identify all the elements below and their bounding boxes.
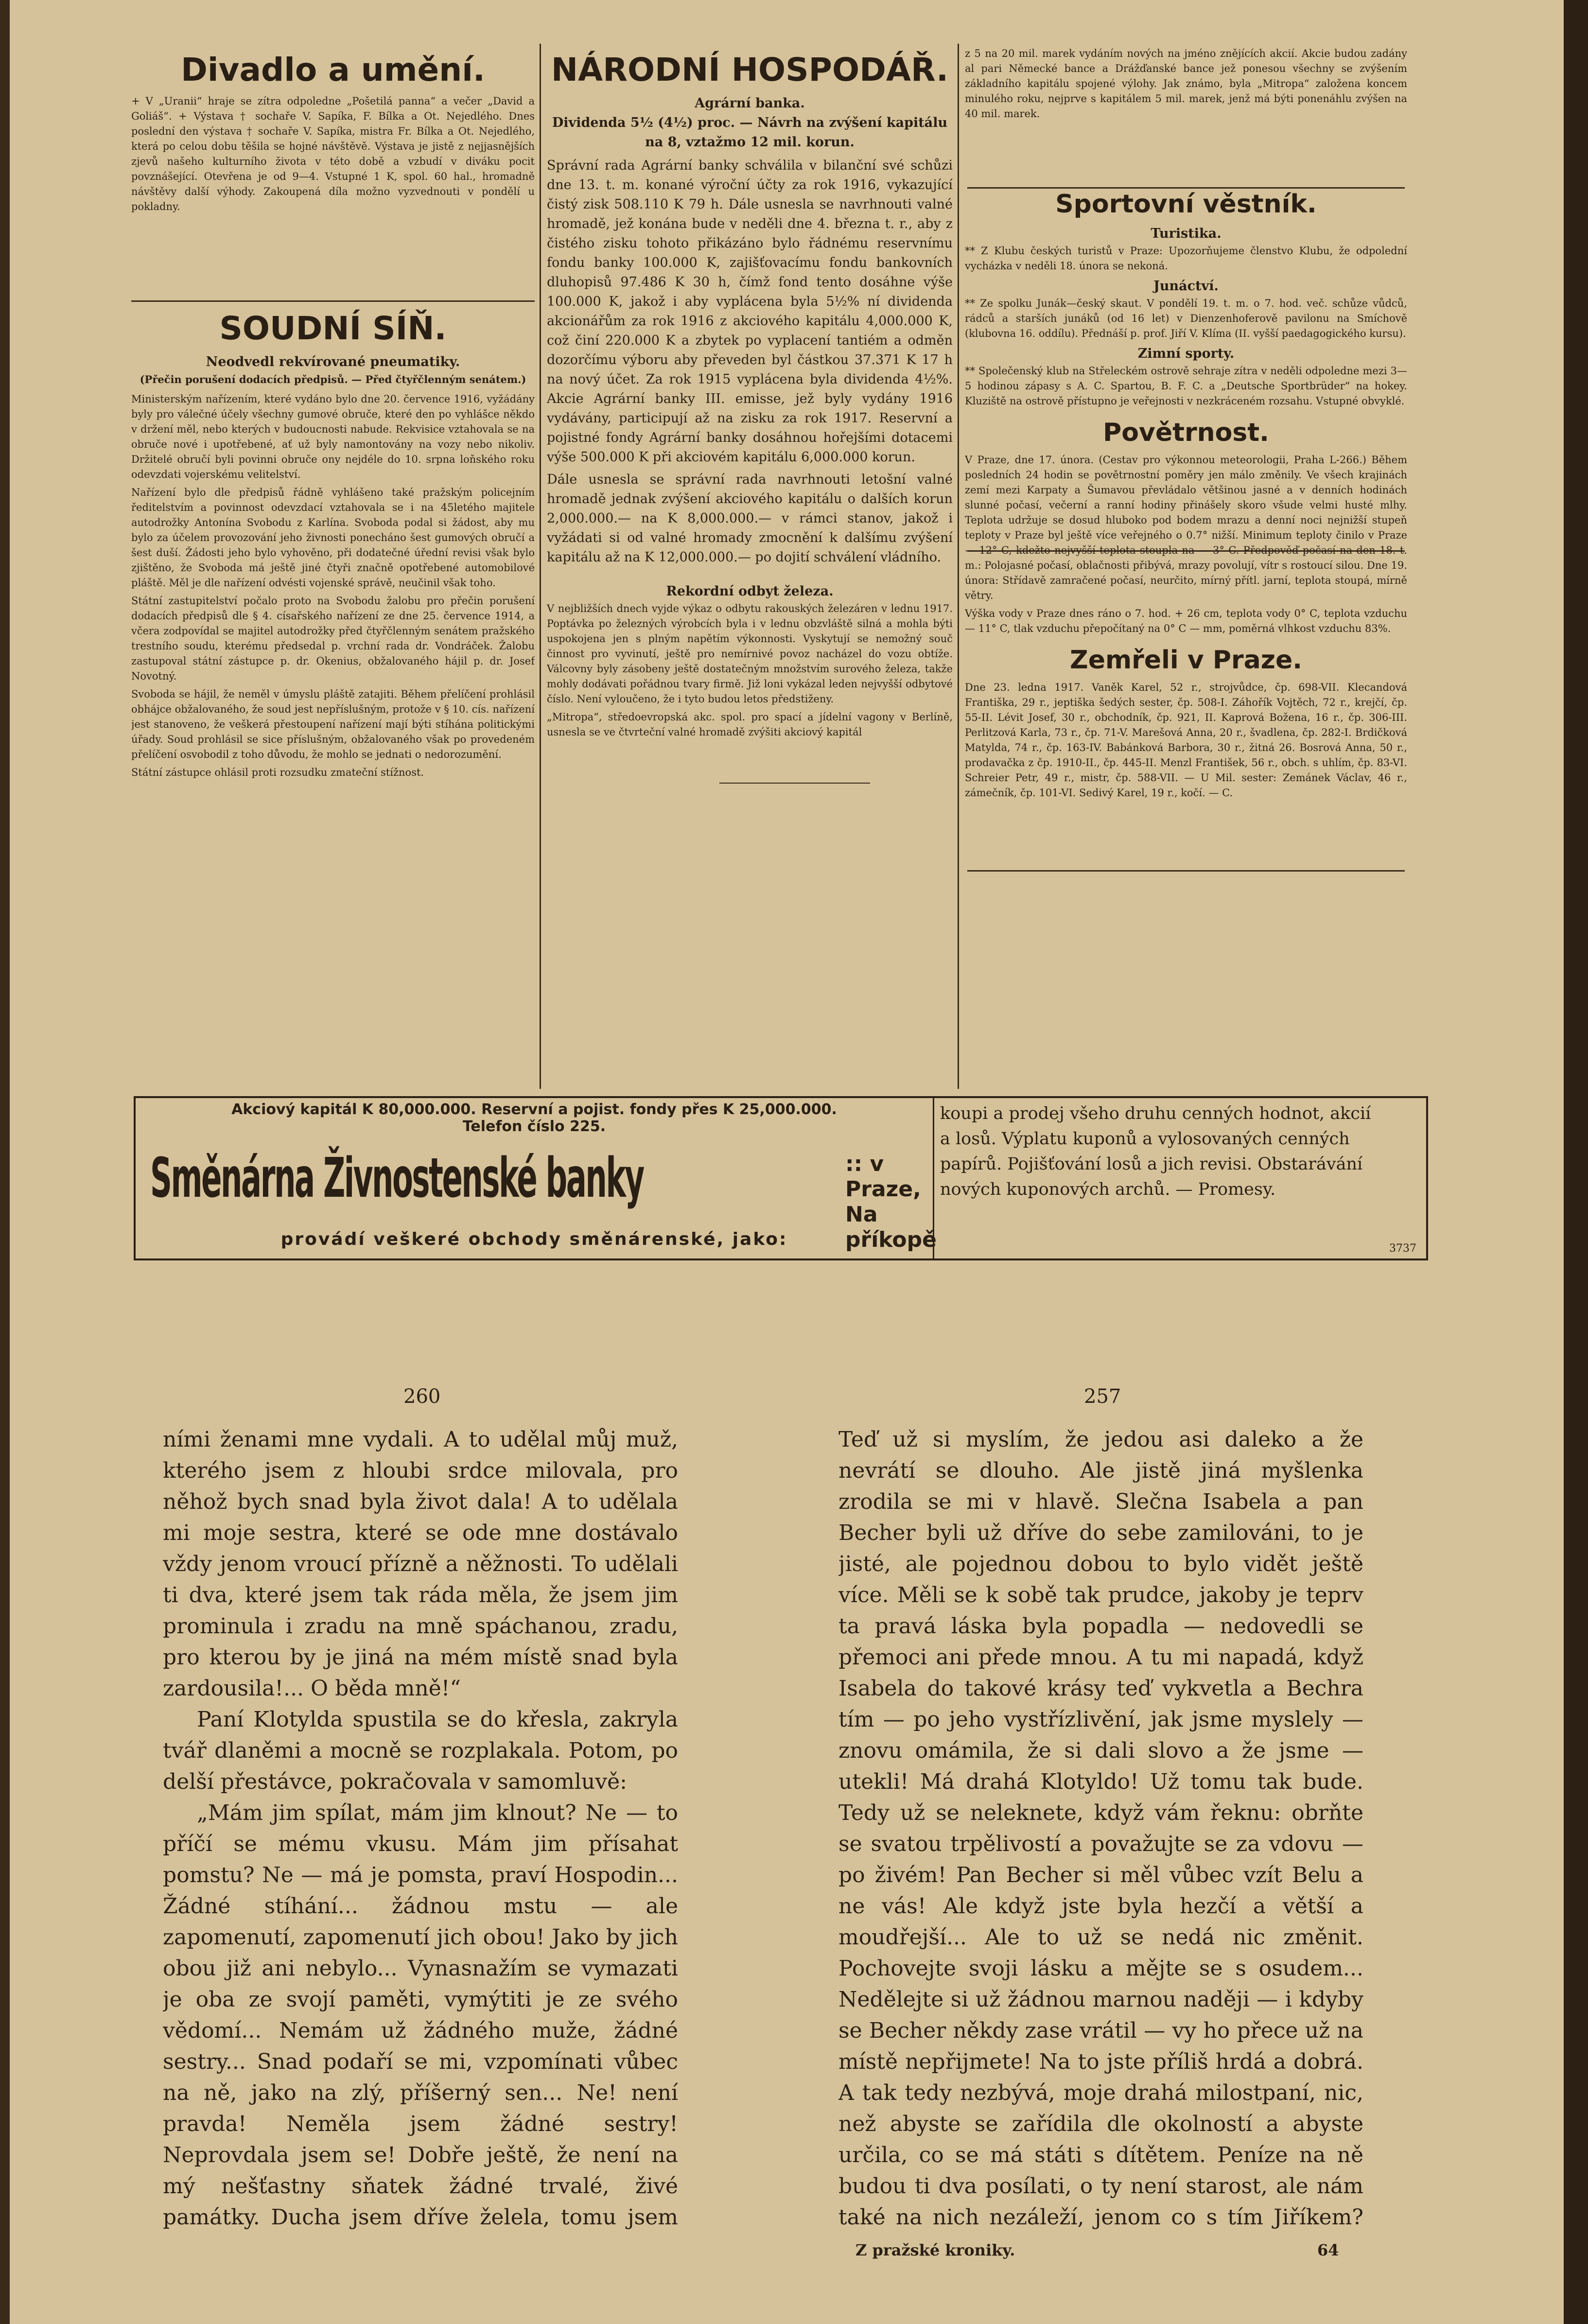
- ad-title: Směnárna Živnostenské banky: [150, 1147, 644, 1210]
- zemreli-heading: Zemřeli v Praze.: [1070, 646, 1302, 675]
- sport-heading: Sportovní věstník.: [1055, 190, 1317, 219]
- pocasi-heading: Povětrnost.: [1103, 418, 1269, 447]
- soudni-heading: SOUDNÍ SÍŇ.: [219, 310, 447, 347]
- hospodar-subheading: Agrární banka.: [695, 96, 805, 111]
- book-left-paragraph-3: „Mám jim spílat, mám jim klnout? Ne — to příčí se mému vkusu. Mám jim přísahat pomstu? Ne — má je pomsta, praví Hospodin... Žádné stíhání... žádnou mstu — ale zapomenutí, zapomenutí jich obou! Jako by jich obou již ani nebylo... Vynasnažím se vymazati je oba ze svojí paměti, vymýtiti je ze svého vědomí... Nemám už žádného muže, žádné sestry... Snad podaří se mi, vzpomínati vůbec na ně, jako na zlý, příšerný sen... Ne! není pravda! Neměla jsem žádné sestry! Neprovdala jsem se! Dobře ještě, že není na mý nešťastny sňatek žádné trvalé, živé památky. Ducha jsem dříve želela, tomu jsem: [163, 1800, 678, 2230]
- column-3: [965, 46, 1407, 1086]
- divadlo-heading: Divadlo a umění.: [181, 51, 485, 88]
- soudni-subheading: Neodvedl rekvírované pneumatiky.: [206, 354, 460, 369]
- column-rule-1: [540, 44, 541, 1089]
- ad-footer-line: provádí veškeré obchody směnárenské, jako:: [280, 1229, 788, 1249]
- book-left-paragraph-2: Paní Klotylda spustila se do křesla, zakryla tvář dlaněmi a mocně se rozplakala. Potom, po delší přestávce, pokračovala v samomluvě:: [163, 1707, 678, 1794]
- divadlo-text: + V „Uranii“ hraje se zítra odpoledne „Pošetilá panna“ a večer „David a Goliáš“. + Výstava † sochaře V. Sapíka, F. Bílka a Ot. Nejedlého. Dnes poslední den výstava † sochaře V. Sapíka, mistra Fr. Bílka a Ot. Nejedlého, která po celou dobu těšila se hojné návštěvě. Výstava je jistě z nejjasnějších zjevů našeho kulturního života v této době a vzbudí v diváku pocit povznášející. Otevřena je od 9—4. Vstupné 1 K, spol. 60 hal., hromadně návštěvy další výhody. Zakoupená díla možno vyzvednouti v pondělí u pokladny.: [131, 95, 535, 212]
- zimni-text: ** Společenský klub na Střeleckém ostrově sehraje zítra v neděli odpoledne mezi 3—5 hodinou zápasy s A. C. Spartou, B. F. C. a „Deutsche Sportbrüder“ na hokey. Kluziště na ostrově přístupno je veřejnosti v nezkráceném rozsahu. Vstupné obvyklé.: [965, 365, 1407, 407]
- pocasi-text-2: Výška vody v Praze dnes ráno o 7. hod. + 26 cm, teplota vody 0° C, teplota vzduchu — 11° C, tlak vzduchu přepočítaný na 0° C — mm, poměrná vlhkost vzduchu 83%.: [965, 608, 1407, 634]
- hospodar-subheading-2: Dividenda 5½ (4½) proc. — Návrh na zvýšení kapitálu na 8, vztažmo 12 mil. korun.: [552, 115, 948, 150]
- page-number-left: 260: [403, 1385, 441, 1408]
- pocasi-text: V Praze, dne 17. února. (Cestav pro výkonnou meteorologii, Praha L-266.) Během posledních 24 hodin se povětrnostní poměry jen málo změnily. Ve všech krajinách zemí mezi Karpaty a Šumavou převládalo většinou jasné a v denních hodinách slunné počasí, večerní a ranní hodiny přinášely skoro všude velmi husté mlhy. Teplota udržuje se dosud hluboko pod bodem mrazu a denní noci nejnižší stupeň teploty v Praze byl ještě více veřejného o 0.7° nižší. Minimum teploty činilo v Praze — 12° C, kdežto nejvyšší teplota stoupla na — 3° C. Předpověď počasí na den 18. t. m.: Polojasné počasí, oblačnosti přibývá, mrazy povolují, vítr s rostoucí silou. Dne 19. února: Střídavě zamračené počasí, neurčito, mírný přítl. jarní, teplota stoupá, mírně větry.: [965, 454, 1407, 601]
- book-left-paragraph-1: ními ženami mne vydali. A to udělal můj muž, kterého jsem z hloubi srdce milovala, pro něhož bych snad byla život dala! A to udělala mi moje sestra, které se ode mne dostávalo vždy jenom vroucí přízně a něžnosti. To udělali ti dva, které jsem tak ráda měla, že jsem jim prominula i zradu na mně spáchanou, zradu, pro kterou by je jiná na mém místě snad byla zardousila!... O běda mně!“: [163, 1427, 678, 1701]
- ad-telefon: Telefon číslo 225.: [462, 1118, 606, 1135]
- ad-code: 3737: [1389, 1242, 1416, 1255]
- rekord-subheading: Rekordní odbyt železa.: [666, 584, 834, 599]
- book-page-left: [163, 1424, 678, 2231]
- column-1: [131, 46, 535, 1086]
- rekord-text: V nejbližších dnech vyjde výkaz o odbytu rakouských železáren v lednu 1917. Poptávka po železných výrobcích byla i v lednu obzvláště silná a mohla býti uspokojena jen s plným napětím výkonnosti. Vyskytují se nemožný souč činnost pro vyvinutí, ještě pro nemírnivé povoz nacházel do vozu obtíže. Válcovny byly zásobeny ještě dostatečným množstvím surového železa, takže mohly dodávati pořádnou tvary firmě. Již loni vykázal leden nejvyšší odbytové číslo. Není vyloučeno, že i tyto budou letos předstiženy.: [547, 603, 953, 705]
- hospodar-paragraph-1: Správní rada Agrární banky schválila v bilanční své schůzi dne 13. t. m. konané výroční účty za rok 1916, vykazující čistý zisk 508.110 K 79 h. Dále usnesla se navrhnouti valné hromadě, jež konána bude v neděli dne 4. března t. r., aby z čistého zisku tohoto přikázáno bylo řádnému reservnímu fondu banky 100.000 K, zajišťovacímu fondu bankovních dluhopisů 97.486 K 30 h, čímž fond tento dosáhne výše 100.000 K, jakož i aby vyplácena byla 5½% ní dividenda akcionářům za rok 1916 z akciového kapitálu 4,000.000 K, což činí 220.000 K a zbytek po vyplacení tantiém a odměn dozorčímu výboru aby převeden byl částkou 37.371 K 17 h na nový účet. Za rok 1915 vyplácena byla dividenda 4½%. Akcie Agrární banky III. emisse, jež byly vydány 1916 vydávány, participují až na zisku za rok 1917. Reservní a pojistné fondy Agrární banky dosáhnou hořejšími dotacemi výše 500.000 K při akciovém kapitálu 6,000.000 korun.: [547, 158, 953, 465]
- ad-services-text: koupi a prodej všeho druhu cenných hodnot, akcií a losů. Výplatu kuponů a vylosovaných cenných papírů. Pojišťování losů a jich revisi. Obstarávání nových kuponových archů. — Promesy.: [940, 1104, 1371, 1199]
- zemreli-text: Dne 23. ledna 1917. Vaněk Karel, 52 r., strojvůdce, čp. 698-VII. Klecandová Františka, 29 r., jeptiška šedých sester, čp. 508-I. Záhořík Vojtěch, 72 r., krejčí, čp. 55-II. Lévit Josef, 30 r., obchodník, čp. 921, II. Kaprová Božena, 16 r., čp. 306-III. Perlitzová Karla, 73 r., čp. 71-V. Marešová Anna, 20 r., švadlena, čp. 282-I. Brdičková Matylda, 74 r., čp. 163-IV. Babánková Barbora, 30 r., žitná 26. Bosrová Anna, 50 r., prodavačka z čp. 1910-II., čp. 445-II. Menzl František, 56 r., obch. s uhlím, čp. 83-VI. Schreier Petr, 49 r., mistr, čp. 588-VII. — U Mil. sester: Zemánek Václav, 46 r., zámečník, čp. 101-VI. Sedivý Karel, 19 r., kočí. — C.: [965, 681, 1407, 799]
- ad-place-line-2: Na příkopě: [845, 1202, 937, 1252]
- book-footer-number: 64: [1317, 2241, 1339, 2259]
- column-rule-2: [958, 44, 959, 1089]
- soudni-note: (Přečin porušení dodacích předpisů. — Před čtyřčlenným senátem.): [140, 373, 526, 385]
- book-right-paragraph-1: Teď už si myslím, že jedou asi daleko a že nevrátí se dlouho. Ale jistě jiná myšlenka zrodila se mi v hlavě. Slečna Isabela a pan Becher byli už dříve do sebe zamilováni, to je jisté, ale pojednou dobou to bylo vidět ještě více. Měli se k sobě tak prudce, jakoby je teprv ta pravá láska byla popadla — nedovedli se přemoci ani přede mnou. A tu mi napadá, když Isabela do takové krásy teď vykvetla a Bechra tím — po jeho vystřízlivění, jak jsme myslely — znovu omámila, že si dali slovo a že jsme — utekli! Má drahá Klotyldo! Už tomu tak bude. Tedy už se neleknete, když vám řeknu: obrňte se svatou trpělivostí a považujte se za vdovu — po živém! Pan Becher si měl vůbec vzít Belu a ne vás! Ale když jste byla hezčí a větší a moudřejší... Ale to už se nedá nic změnit. Pochovejte svoji lásku a mějte se s osudem... Nedělejte si už žádnou marnou naději — i kdyby se Becher někdy zase vrátil — vy ho přece už na místě nepřijmete! Na to jste příliš hrdá a dobrá. A tak tedy nezbývá, moje drahá milostpaní, nic, než abyste se zařídila dle okolností a abyste určila, co se má státi s dítětem. Peníze na ně budou ti dva posílati, o ty není starost, ale nám také na nich nezáleží, jenom co s tím Jiříkem?: [838, 1427, 1363, 2230]
- page-left-edge: [0, 0, 11, 2324]
- page-right-edge: [1564, 0, 1588, 2324]
- ad-place-line-1: :: v Praze,: [845, 1152, 921, 1202]
- ad-right-panel: [940, 1098, 1421, 1258]
- book-footer: Z pražské kroniky.: [855, 2241, 1015, 2259]
- turistika-text: ** Z Klubu českých turistů v Praze: Upozorňujeme členstvo Klubu, že odpolední vycházka v neděli 18. února se nekoná.: [965, 245, 1407, 272]
- soudni-paragraph-2: Nařízení bylo dle předpisů řádně vyhlášeno také pražským policejním ředitelstvím a povinnost odevzdací vztahovala se i na 45letého majitele autodrožky Antonína Svobodu z Karlína. Svoboda podal si žádost, aby mu bylo za účelem provozování jeho živnosti ponecháno šest gumových obručí a šest duší. Žádosti jeho bylo vyhověno, při dodatečné úřední revisi však bylo zjištěno, že Svoboda má ještě jiné čtyři značně opotřebené automobilové pláště. Měl je dle nařízení odvésti vojenské správě, neučinil však toho.: [131, 487, 535, 589]
- ad-capital-line: Akciový kapitál K 80,000.000. Reservní a pojist. fondy přes K 25,000.000.: [231, 1101, 837, 1118]
- mitropa-text: „Mitropa“, středoevropská akc. spol. pro spací a jídelní vagony v Berlíně, usnesla se ve čtvrteční valné hromadě zvýšiti akciový kapitál: [547, 711, 953, 738]
- junactvi-text: ** Ze spolku Junák—český skaut. V pondělí 19. t. m. o 7. hod. več. schůze vůdců, rádců a starších junáků (od 16 let) v Dienzenhoferově pavilonu na Smíchově (klubovna 16. oddílu). Přednáší p. prof. Jiří V. Klíma (II. vyšší paedagogického kursu).: [965, 297, 1407, 339]
- zimni-subheading: Zimní sporty.: [1137, 346, 1235, 361]
- soudni-paragraph-1: Ministerským nařízením, které vydáno bylo dne 20. července 1916, vyžádány byly pro válečné účely všechny gumové obruče, které den po vyhlášce někdo v držení měl, nebo kterých v budoucnosti nabude. Rekvisice vztahovala se na obruče nové i upotřebené, ať už byly namontovány na vozy nebo nikoliv. Držitelé obručí byli povinni obruče ony nejdéle do 10. srpna loňského roku odevzdati vojerskému velitelství.: [131, 393, 535, 480]
- book-page-right: [838, 1424, 1363, 2231]
- mitropa-continuation: z 5 na 20 mil. marek vydáním nových na jméno znějících akcií. Akcie budou zadány al pari Německé bance a Drážďanské bance jež ponesou všechny se zvýšením základního kapitálu spojené výlohy. Jak známo, byla „Mitropa“ založena koncem minulého roku, nejprve s kapitálem 5 mil. marek, jenž má býti ponenáhlu zvýšen na 40 mil. marek.: [965, 48, 1407, 120]
- soudni-paragraph-5: Státní zástupce ohlásil proti rozsudku zmateční stížnost.: [131, 767, 424, 778]
- bank-advertisement: [134, 1096, 1428, 1260]
- hospodar-heading: NÁRODNÍ HOSPODÁŘ.: [551, 51, 949, 88]
- junactvi-subheading: Junáctví.: [1153, 279, 1219, 294]
- page-number-right: 257: [1084, 1385, 1121, 1408]
- soudni-paragraph-4: Svoboda se hájil, že neměl v úmyslu pláště zatajiti. Během přelíčení prohlásil obhájce obžalovaného, že soud jest nepříslušným, protože v § 10. cís. nařízení jest stanoveno, že veškerá přestoupení nařízení mají býti stíhána politickými úřady. Soud prohlásil se sice příslušným, obžalovaného však po provedeném přelíčení osvobodil z toho důvodu, že mohlo se jednati o nedorozumění.: [131, 688, 535, 760]
- turistika-subheading: Turistika.: [1151, 226, 1222, 241]
- ad-left-panel: [136, 1098, 937, 1258]
- soudni-paragraph-3: Státní zastupitelství počalo proto na Svobodu žalobu pro přečin porušení dodacích předpisů dle § 4. císařského nařízení ze dne 25. července 1914, a včera zodpovídal se majitel autodrožky před čtyřčlenným senátem pražského trestního soudu, kterému předsedal p. vrchní rada dr. Vondráček. Žalobu zastupoval státní zástupce p. dr. Okenius, obžalovaného hájil p. dr. Josef Novotný.: [131, 595, 535, 682]
- hospodar-paragraph-2: Dále usnesla se správní rada navrhnouti letošní valné hromadě jednak zvýšení akciového kapitálu o dalších korun 2,000.000.— na K 8,000.000.— v rámci stanov, jakož i vyžádati si od valné hromady zmocnění k dalšímu zvýšení kapitálu až na K 12,000.000.— po dojití schválení vládního.: [547, 472, 953, 565]
- column-2: [547, 46, 953, 1086]
